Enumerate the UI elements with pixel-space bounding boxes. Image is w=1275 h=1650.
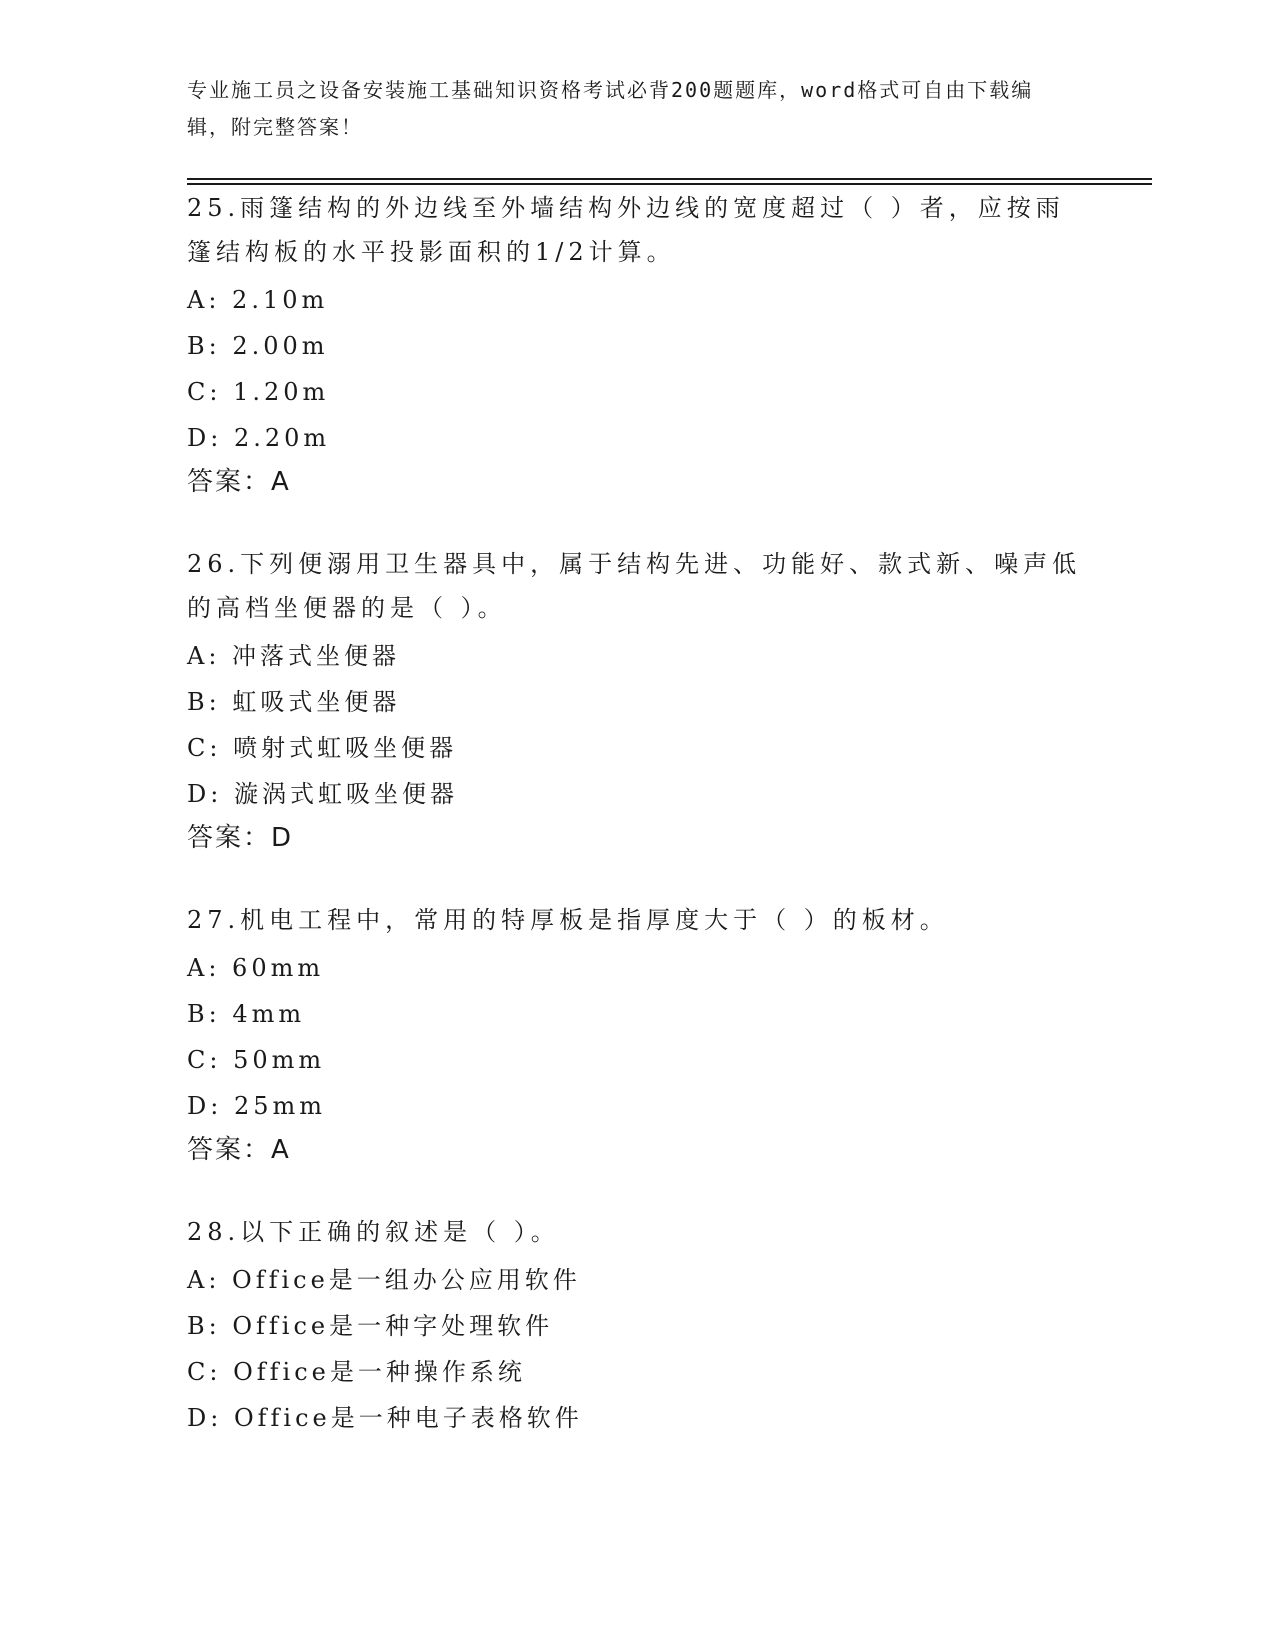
option-c: C: 1.20m [187,378,330,406]
option-d: D: 2.20m [187,424,331,452]
document-header: 专业施工员之设备安装施工基础知识资格考试必背200题题库，word格式可自由下载编辑，附完整答案！ [187,78,1034,139]
option-d: D: 25mm [187,1092,327,1120]
question-stem: 25.雨篷结构的外边线至外墙结构外边线的宽度超过（ ）者，应按雨篷结构板的水平投影面积的1/2计算。 [187,194,1065,266]
option-b: B: 2.00m [187,332,329,360]
question-25 [187,186,1087,503]
question-28 [187,1210,1087,1441]
option-c: C: Office是一种操作系统 [187,1358,526,1386]
option-a: A: 冲落式坐便器 [187,642,401,670]
question-26 [187,542,1087,859]
option-c: C: 喷射式虹吸坐便器 [187,734,458,762]
answer-label: 答案：D [187,823,294,853]
question-27 [187,898,1087,1171]
option-b: B: 虹吸式坐便器 [187,688,401,716]
option-c: C: 50mm [187,1046,326,1074]
option-b: B: Office是一种字处理软件 [187,1312,554,1340]
answer-label: 答案：A [187,467,291,497]
option-b: B: 4mm [187,1000,306,1028]
question-list [187,186,1087,1480]
header-divider-bottom [187,183,1152,185]
answer-label: 答案：A [187,1135,291,1165]
option-d: D: Office是一种电子表格软件 [187,1404,583,1432]
question-stem: 27.机电工程中，常用的特厚板是指厚度大于（ ）的板材。 [187,906,949,934]
header-divider-top [187,178,1152,180]
option-d: D: 漩涡式虹吸坐便器 [187,780,458,808]
option-a: A: Office是一组办公应用软件 [187,1266,581,1294]
question-stem: 26.下列便溺用卫生器具中，属于结构先进、功能好、款式新、噪声低的高档坐便器的是（ ）。 [187,550,1082,622]
question-stem: 28.以下正确的叙述是（ ）。 [187,1218,560,1246]
option-a: A: 2.10m [187,286,329,314]
option-a: A: 60mm [187,954,325,982]
